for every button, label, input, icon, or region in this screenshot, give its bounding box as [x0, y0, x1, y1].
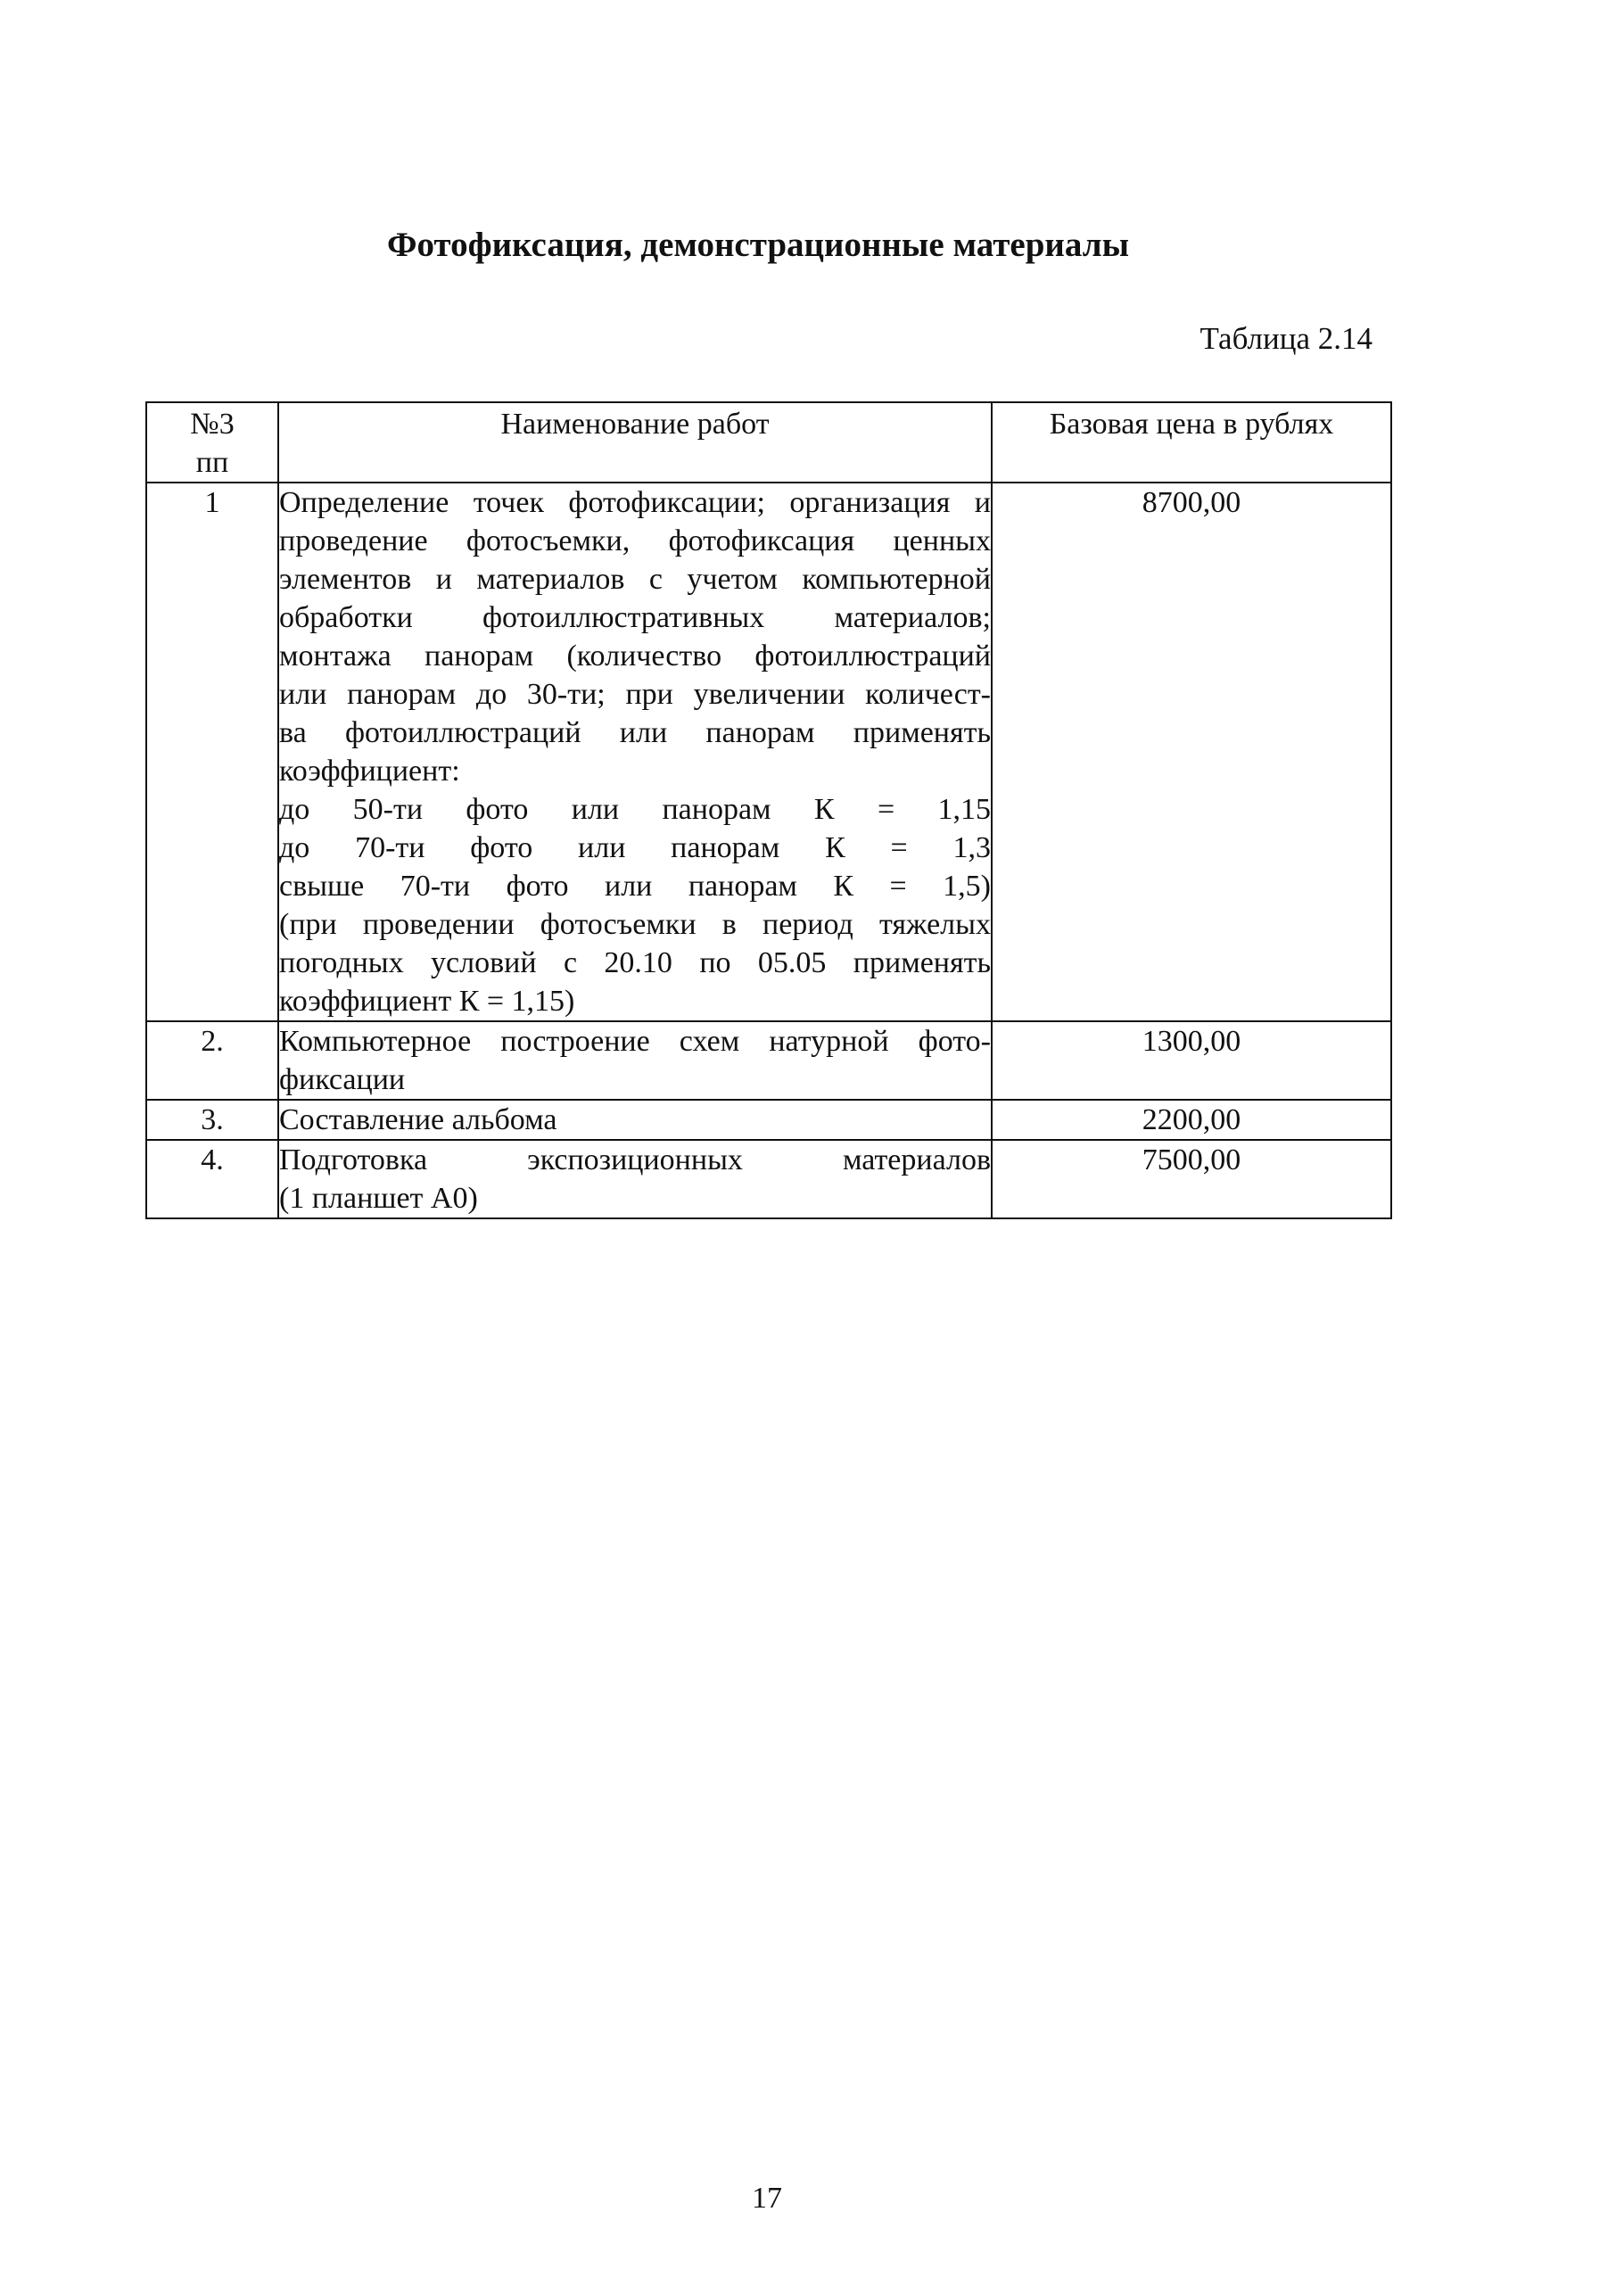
row-name-line: фиксации [279, 1063, 406, 1096]
row-name-line: коэффициент К = 1,15) [279, 985, 575, 1018]
table-row [146, 1100, 1391, 1140]
table-row [146, 483, 1391, 1021]
price-table [145, 401, 1392, 1219]
row-number: 3. [146, 1100, 278, 1140]
row-name-line: до 70-ти фото или панорам К = 1,3 [279, 831, 991, 864]
page-number: 17 [752, 2182, 782, 2215]
row-name-line: монтажа панорам (количество фотоиллюстраций [279, 640, 991, 673]
row-price: 2200,00 [992, 1100, 1391, 1140]
row-name-line: (при проведении фотосъемки в период тяжелых [279, 908, 991, 941]
table-row [146, 1021, 1391, 1100]
row-name-line: до 50-ти фото или панорам К = 1,15 [279, 793, 991, 826]
row-name-line: элементов и материалов с учетом компьютерной [279, 563, 991, 596]
header-number [146, 402, 278, 483]
row-name-line: свыше 70-ти фото или панорам К = 1,5) [279, 870, 991, 903]
row-name-line: обработки фотоиллюстративных материалов; [279, 601, 991, 634]
header-price: Базовая цена в рублях [992, 402, 1391, 483]
row-name-line: (1 планшет А0) [279, 1182, 478, 1215]
row-name-line: Определение точек фотофиксации; организация и [279, 486, 991, 519]
table-body [146, 483, 1391, 1218]
row-name-line: Составление альбома [279, 1103, 557, 1136]
row-name-line: Компьютерное построение схем натурной фото- [279, 1025, 991, 1058]
row-number: 4. [146, 1140, 278, 1218]
page-title: Фотофиксация, демонстрационные материалы [386, 226, 1130, 264]
table-header-row [146, 402, 1391, 483]
row-price: 7500,00 [992, 1140, 1391, 1218]
row-name-line: ва фотоиллюстраций или панорам применять [279, 716, 991, 749]
row-name-line: коэффициент: [279, 755, 460, 788]
row-name [278, 1140, 992, 1218]
row-name [278, 1021, 992, 1100]
header-number-line1: №3 [190, 408, 235, 441]
row-number: 1 [146, 483, 278, 1021]
row-price: 1300,00 [992, 1021, 1391, 1100]
row-name-line: Подготовка экспозиционных материалов [279, 1143, 991, 1176]
row-price: 8700,00 [992, 483, 1391, 1021]
table-caption: Таблица 2.14 [1199, 321, 1373, 356]
row-name-line: погодных условий с 20.10 по 05.05 применять [279, 946, 991, 979]
table-row [146, 1140, 1391, 1218]
header-name: Наименование работ [278, 402, 992, 483]
row-name [278, 1100, 992, 1140]
row-name-line: проведение фотосъемки, фотофиксация ценных [279, 524, 991, 557]
header-number-line2: пп [195, 446, 229, 479]
row-number: 2. [146, 1021, 278, 1100]
row-name-line: или панорам до 30-ти; при увеличении количест- [279, 678, 991, 711]
row-name [278, 483, 992, 1021]
